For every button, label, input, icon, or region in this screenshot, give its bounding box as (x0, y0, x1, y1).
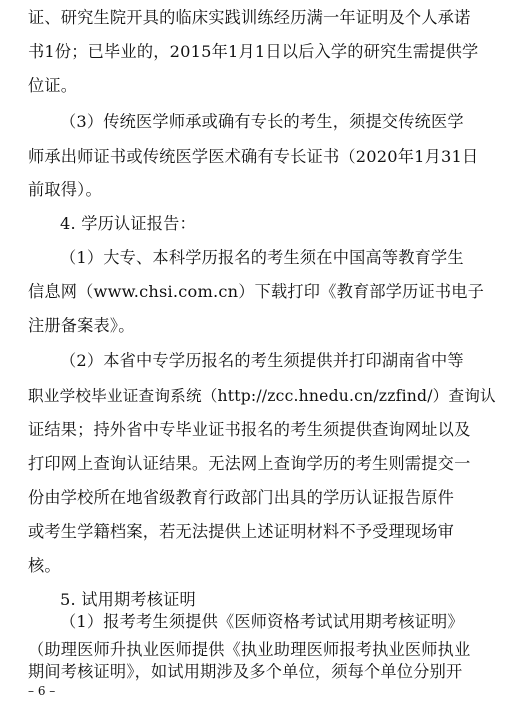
text-line: 师承出师证书或传统医学医术确有专长证书（2020年1月31日 (28, 147, 479, 166)
text-line: 位证。 (28, 76, 78, 95)
section-heading: 5. 试用期考核证明 (60, 590, 196, 609)
text-line: 份由学校所在地省级教育行政部门出具的学历认证报告原件 (28, 488, 455, 507)
text-line: 证、研究生院开具的临床实践训练经历满一年证明及个人承诺 (28, 8, 471, 27)
text-line: 证结果；持外省中专毕业证书报名的考生须提供查询网址以及 (28, 420, 471, 439)
text-line: （助理医师升执业医师提供《执业助理医师报考执业医师执业 (28, 640, 471, 659)
text-line: 前取得）。 (28, 180, 102, 199)
text-line: 注册备案表》。 (28, 316, 135, 335)
text-line: 职业学校毕业证查询系统（http://zcc.hnedu.cn/zzfind/）查询认 (28, 387, 496, 405)
text-line: （2）本省中专学历报名的考生须提供并打印湖南省中等 (60, 351, 464, 370)
text-line: （1）大专、本科学历报名的考生须在中国高等教育学生 (60, 248, 464, 267)
text-line: 或考生学籍档案，若无法提供上述证明材料不予受理现场审 (28, 522, 455, 541)
text-line: 信息网（www.chsi.com.cn）下载打印《教育部学历证书电子 (28, 282, 485, 301)
text-line: 核。 (28, 556, 61, 575)
text-line: 期间考核证明》，如试用期涉及多个单位，须每个单位分别开 (28, 662, 463, 681)
text-line: （1）报考考生须提供《医师资格考试试用期考核证明》 (60, 612, 464, 631)
section-heading: 4. 学历认证报告： (60, 214, 196, 233)
page-number: – 6 – (28, 684, 56, 698)
text-line: 书1份；已毕业的，2015年1月1日以后入学的研究生需提供学 (28, 42, 479, 61)
text-line: 打印网上查询认证结果。无法网上查询学历的考生则需提交一 (28, 454, 471, 473)
text-line: （3）传统医学师承或确有专长的考生，须提交传统医学 (60, 112, 464, 131)
